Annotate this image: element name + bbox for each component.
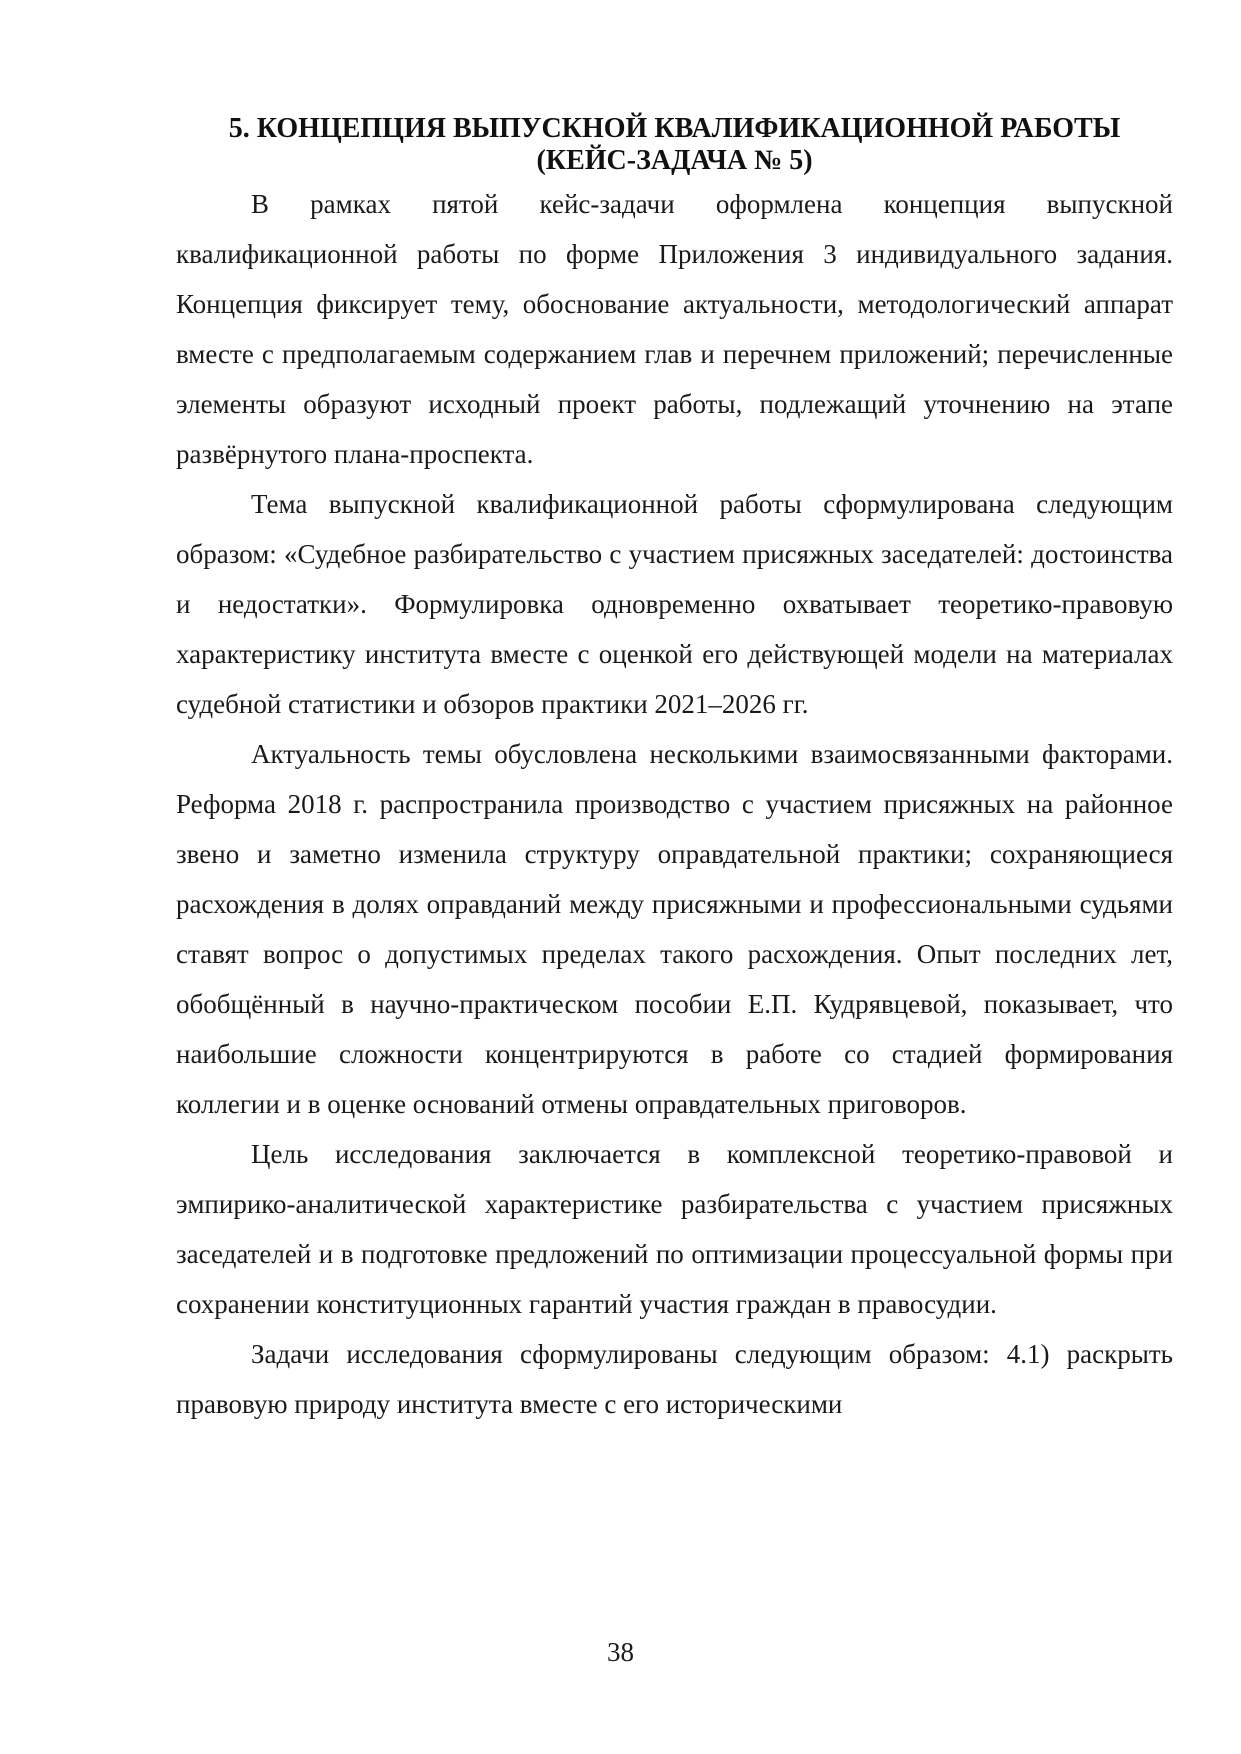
page-content <box>176 113 1173 1429</box>
section-heading-line-1: 5. КОНЦЕПЦИЯ ВЫПУСКНОЙ КВАЛИФИКАЦИОННОЙ РАБОТЫ <box>228 113 1121 144</box>
paragraph-intro: В рамках пятой кейс-задачи оформлена концепция выпускной квалификационной работы по форме Приложения 3 индивидуального задания. Концепция фиксирует тему, обоснование актуальности, методологический аппарат вместе с предполагаемым содержанием глав и перечнем приложений; перечисленные элементы образуют исходный проект работы, подлежащий уточнению на этапе развёрнутого плана-проспекта. <box>176 189 1173 469</box>
section-heading <box>176 113 1173 177</box>
paragraph-goal: Цель исследования заключается в комплексной теоретико-правовой и эмпирико-аналитической характеристике разбирательства с участием присяжных заседателей и в подготовке предложений по оптимизации процессуальной формы при сохранении конституционных гарантий участия граждан в правосудии. <box>176 1139 1173 1319</box>
section-heading-line-2: (КЕЙС-ЗАДАЧА № 5) <box>536 145 813 176</box>
paragraph-relevance: Актуальность темы обусловлена несколькими взаимосвязанными факторами. Реформа 2018 г. распространила производство с участием присяжных на районное звено и заметно изменила структуру оправдательной практики; сохраняющиеся расхождения в долях оправданий между присяжными и профессиональными судьями ставят вопрос о допустимых пределах такого расхождения. Опыт последних лет, обобщённый в научно-практическом пособии Е.П. Кудрявцевой, показывает, что наибольшие сложности концентрируются в работе со стадией формирования коллегии и в оценке оснований отмены оправдательных приговоров. <box>176 739 1173 1119</box>
paragraph-topic: Тема выпускной квалификационной работы сформулирована следующим образом: «Судебное разбирательство с участием присяжных заседателей: достоинства и недостатки». Формулировка одновременно охватывает теоретико-правовую характеристику института вместе с оценкой его действующей модели на материалах судебной статистики и обзоров практики 2021–2026 гг. <box>176 489 1173 719</box>
page-number: 38 <box>607 1637 634 1667</box>
paragraph-tasks: Задачи исследования сформулированы следующим образом: 4.1) раскрыть правовую природу института вместе с его историческими <box>176 1339 1173 1419</box>
